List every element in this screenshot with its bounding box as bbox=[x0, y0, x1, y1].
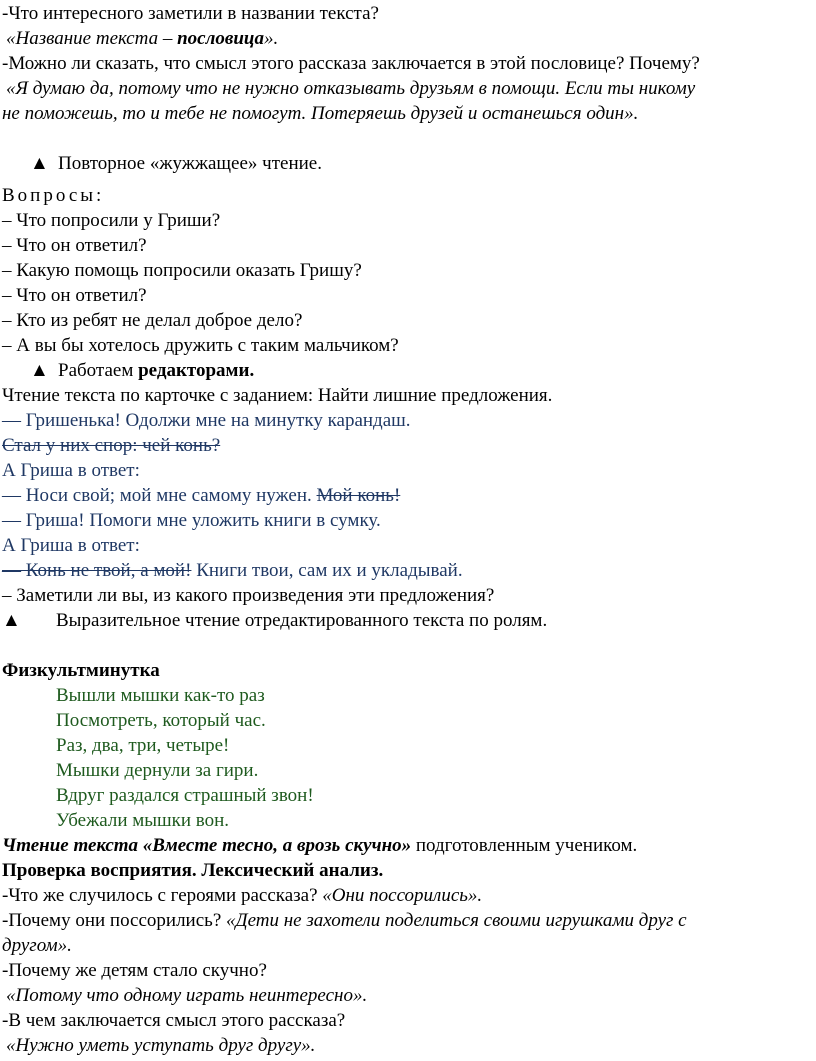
question-meaning: -Можно ли сказать, что смысл этого рассказа заключается в этой пословице? Почему? bbox=[2, 53, 700, 74]
answer-title-proverb bbox=[6, 27, 278, 51]
answer-meaning-line2: не поможешь, то и тебе не помогут. Потеряешь друзей и останешься один». bbox=[2, 103, 639, 124]
buzz-reading bbox=[30, 152, 322, 176]
triangle-bullet-icon: ▲ bbox=[30, 360, 49, 381]
answer-suffix: ». bbox=[263, 28, 279, 49]
poem-line: Мышки дернули за гири. bbox=[56, 760, 259, 781]
answer-bold-word: пословица bbox=[177, 28, 264, 49]
card-line-2-struck: Стал у них спор: чей конь? bbox=[2, 435, 221, 456]
question-item: – Что попросили у Гриши? bbox=[2, 210, 221, 231]
reading-rest: подготовленным учеником. bbox=[411, 835, 638, 856]
reading-line bbox=[2, 834, 637, 858]
poem-line: Посмотреть, который час. bbox=[56, 710, 266, 731]
card-line-7-keep: Книги твои, сам их и укладывай. bbox=[191, 560, 463, 581]
fizkult-title: Физкультминутка bbox=[2, 660, 160, 681]
poem-line: Вдруг раздался страшный звон! bbox=[56, 785, 314, 806]
check-title: Проверка восприятия. Лексический анализ. bbox=[2, 860, 384, 881]
check-a2-part1: «Дети не захотели поделиться своими игрушками друг с bbox=[226, 910, 687, 931]
poem-line: Убежали мышки вон. bbox=[56, 810, 230, 831]
check-q1 bbox=[2, 884, 482, 908]
check-q1-text: -Что же случилось с героями рассказа? bbox=[2, 885, 323, 906]
question-item: – А вы бы хотелось дружить с таким мальчиком? bbox=[2, 335, 399, 356]
card-line-4 bbox=[2, 484, 400, 508]
editors-text: Работаем bbox=[58, 360, 139, 381]
card-line-5: — Гриша! Помоги мне уложить книги в сумку. bbox=[2, 510, 381, 531]
check-a1: «Они поссорились». bbox=[322, 885, 483, 906]
answer-meaning-line1: «Я думаю да, потому что не нужно отказывать друзьям в помощи. Если ты никому bbox=[6, 78, 696, 99]
question-title-interest: -Что интересного заметили в названии текста? bbox=[2, 3, 379, 24]
answer-prefix: «Название текста – bbox=[6, 28, 178, 49]
check-q2 bbox=[2, 909, 687, 933]
poem-line: Раз, два, три, четыре! bbox=[56, 735, 230, 756]
check-a2-part2: другом». bbox=[2, 935, 72, 956]
check-q3: -Почему же детям стало скучно? bbox=[2, 960, 267, 981]
card-line-4-struck: Мой конь! bbox=[316, 485, 401, 506]
check-q4: -В чем заключается смысл этого рассказа? bbox=[2, 1010, 346, 1031]
question-item: – Какую помощь попросили оказать Гришу? bbox=[2, 260, 362, 281]
check-a4: «Нужно уметь уступать друг другу». bbox=[6, 1035, 316, 1056]
question-item: – Кто из ребят не делал доброе дело? bbox=[2, 310, 303, 331]
editors-bold: редакторами. bbox=[138, 360, 255, 381]
card-line-3: А Гриша в ответ: bbox=[2, 460, 140, 481]
triangle-bullet-icon: ▲ bbox=[30, 153, 49, 174]
check-a3: «Потому что одному играть неинтересно». bbox=[6, 985, 368, 1006]
editors-question: – Заметили ли вы, из какого произведения эти предложения? bbox=[2, 585, 495, 606]
editors-heading bbox=[30, 359, 254, 383]
buzz-text: Повторное «жужжащее» чтение. bbox=[58, 153, 322, 174]
triangle-bullet-icon: ▲ bbox=[2, 610, 21, 631]
editors-task: Чтение текста по карточке с заданием: Найти лишние предложения. bbox=[2, 385, 553, 406]
card-line-1: — Гришенька! Одолжи мне на минутку карандаш. bbox=[2, 410, 411, 431]
card-line-7 bbox=[2, 559, 463, 583]
question-item: – Что он ответил? bbox=[2, 285, 147, 306]
poem-line: Вышли мышки как-то раз bbox=[56, 685, 265, 706]
card-line-7-struck: — Конь не твой, а мой! bbox=[2, 560, 192, 581]
question-item: – Что он ответил? bbox=[2, 235, 147, 256]
expressive-reading-text: Выразительное чтение отредактированного текста по ролям. bbox=[56, 610, 548, 631]
check-q2-text: -Почему они поссорились? bbox=[2, 910, 227, 931]
expressive-reading bbox=[2, 609, 547, 633]
card-line-6: А Гриша в ответ: bbox=[2, 535, 140, 556]
card-line-4-keep: — Носи свой; мой мне самому нужен. bbox=[2, 485, 317, 506]
questions-header: Вопросы: bbox=[2, 185, 105, 206]
reading-title: Чтение текста «Вместе тесно, а врозь скучно» bbox=[2, 835, 412, 856]
